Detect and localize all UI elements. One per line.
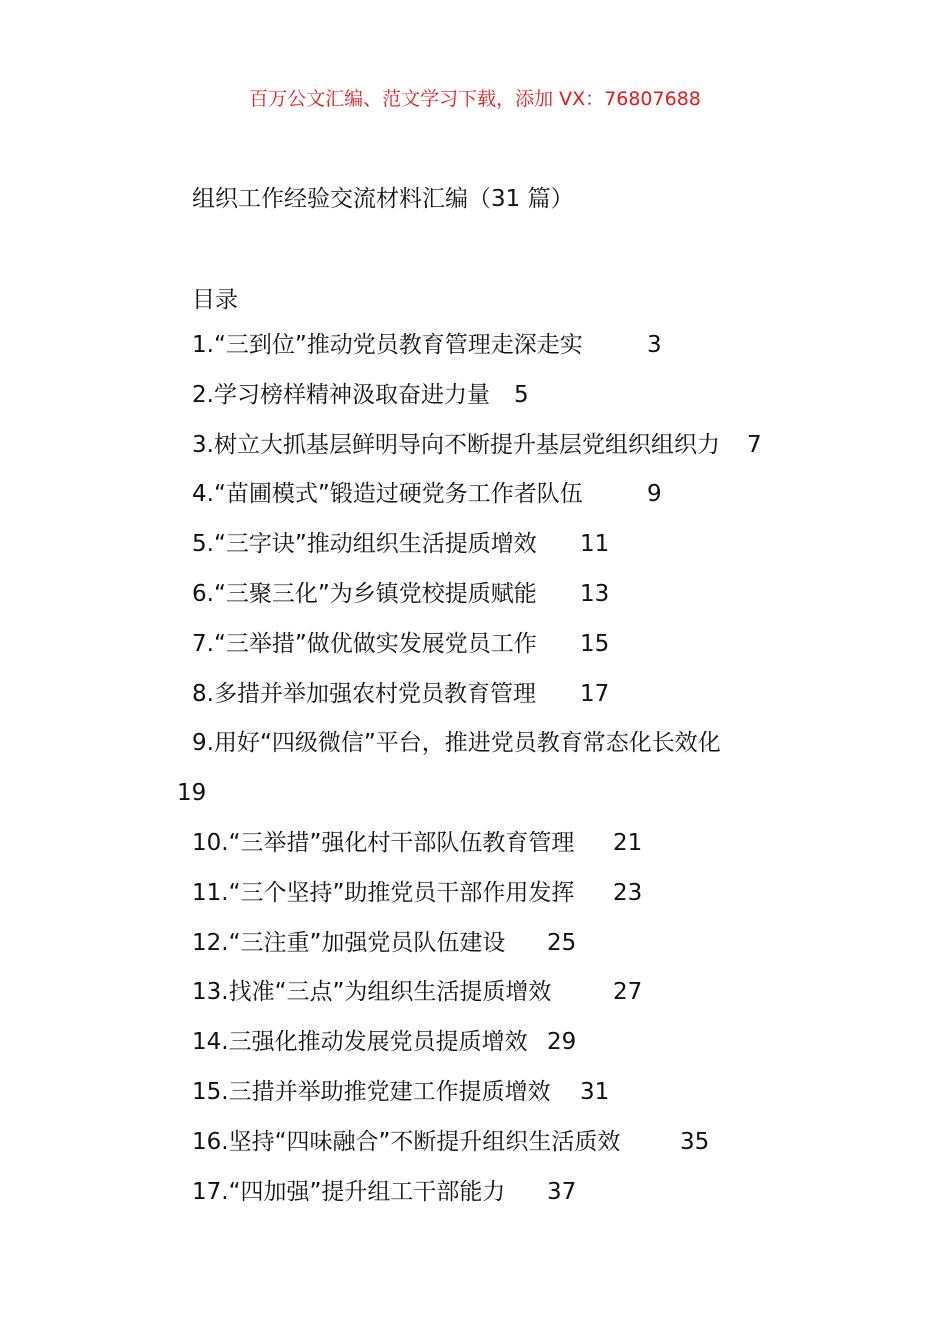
- toc-entry-title: 8.多措并举加强农村党员教育管理: [192, 680, 536, 707]
- toc-entry-title: 14.三强化推动发展党员提质增效: [192, 1029, 528, 1056]
- toc-entry: [0, 327, 950, 377]
- toc-entry: [0, 427, 950, 477]
- toc-entry: [0, 725, 950, 825]
- toc-entry-page: 13: [580, 580, 610, 607]
- toc-entry-page: 27: [613, 979, 643, 1006]
- toc-entry: [0, 825, 950, 875]
- toc-entry-page: 29: [547, 1029, 577, 1056]
- toc-entry: [0, 626, 950, 676]
- toc-entry-page: 31: [580, 1078, 610, 1105]
- toc-entry-page: 7: [747, 431, 762, 458]
- toc-entry-title: 11.“三个坚持”助推党员干部作用发挥: [192, 879, 575, 906]
- toc-entry-page: 37: [547, 1178, 577, 1205]
- toc-entry: [0, 875, 950, 925]
- toc-entry-page: 21: [613, 829, 643, 856]
- toc-entry-page: 5: [514, 381, 529, 408]
- toc-entry-page: 15: [580, 630, 610, 657]
- toc-entry-title: 3.树立大抓基层鲜明导向不断提升基层党组织组织力: [192, 431, 720, 458]
- toc-entry: [0, 1074, 950, 1124]
- toc-entry: [0, 576, 950, 626]
- toc-entry-page: 35: [680, 1128, 710, 1155]
- toc-entry: [0, 676, 950, 726]
- toc-entry-title: 10.“三举措”强化村干部队伍教育管理: [192, 829, 575, 856]
- toc-entry: [0, 1024, 950, 1074]
- toc-entry-title: 1.“三到位”推动党员教育管理走深走实: [192, 332, 583, 358]
- toc-entry-title: 15.三措并举助推党建工作提质增效: [192, 1078, 551, 1105]
- watermark-banner: 百万公文汇编、范文学习下载，添加 VX：76807688: [249, 88, 701, 110]
- toc-entry-title: 6.“三聚三化”为乡镇党校提质赋能: [192, 580, 537, 607]
- toc-entry-page: 19: [177, 780, 207, 807]
- toc-entry-page: 23: [613, 879, 643, 906]
- toc-entry-title: 16.坚持“四味融合”不断提升组织生活质效: [192, 1128, 621, 1155]
- toc-entry-title: 12.“三注重”加强党员队伍建设: [192, 929, 506, 956]
- toc-heading: 目录: [192, 287, 238, 313]
- toc-entry-title: 13.找准“三点”为组织生活提质增效: [192, 979, 552, 1006]
- toc-entry: [0, 974, 950, 1024]
- toc-entry-title: 4.“苗圃模式”锻造过硬党务工作者队伍: [192, 481, 583, 508]
- toc-entry-title: 17.“四加强”提升组工干部能力: [192, 1178, 506, 1205]
- table-of-contents: [0, 327, 950, 1223]
- toc-entry-title: 5.“三字诀”推动组织生活提质增效: [192, 531, 537, 558]
- toc-entry: [0, 1124, 950, 1174]
- toc-entry: [0, 526, 950, 576]
- toc-entry: [0, 925, 950, 975]
- toc-entry-page: 11: [580, 531, 610, 558]
- toc-entry-page: 25: [547, 929, 577, 956]
- toc-entry-page: 9: [647, 481, 662, 508]
- toc-entry: [0, 377, 950, 427]
- toc-entry-page: 3: [647, 332, 662, 358]
- toc-entry: [0, 476, 950, 526]
- toc-entry-title: 7.“三举措”做优做实发展党员工作: [192, 630, 537, 657]
- toc-entry-page: 17: [580, 680, 610, 707]
- document-title: 组织工作经验交流材料汇编（31 篇）: [192, 186, 574, 212]
- toc-entry: [0, 1174, 950, 1224]
- toc-entry-title: 2.学习榜样精神汲取奋进力量: [192, 381, 490, 408]
- toc-entry-title: 9.用好“四级微信”平台，推进党员教育常态化长效化: [192, 730, 721, 757]
